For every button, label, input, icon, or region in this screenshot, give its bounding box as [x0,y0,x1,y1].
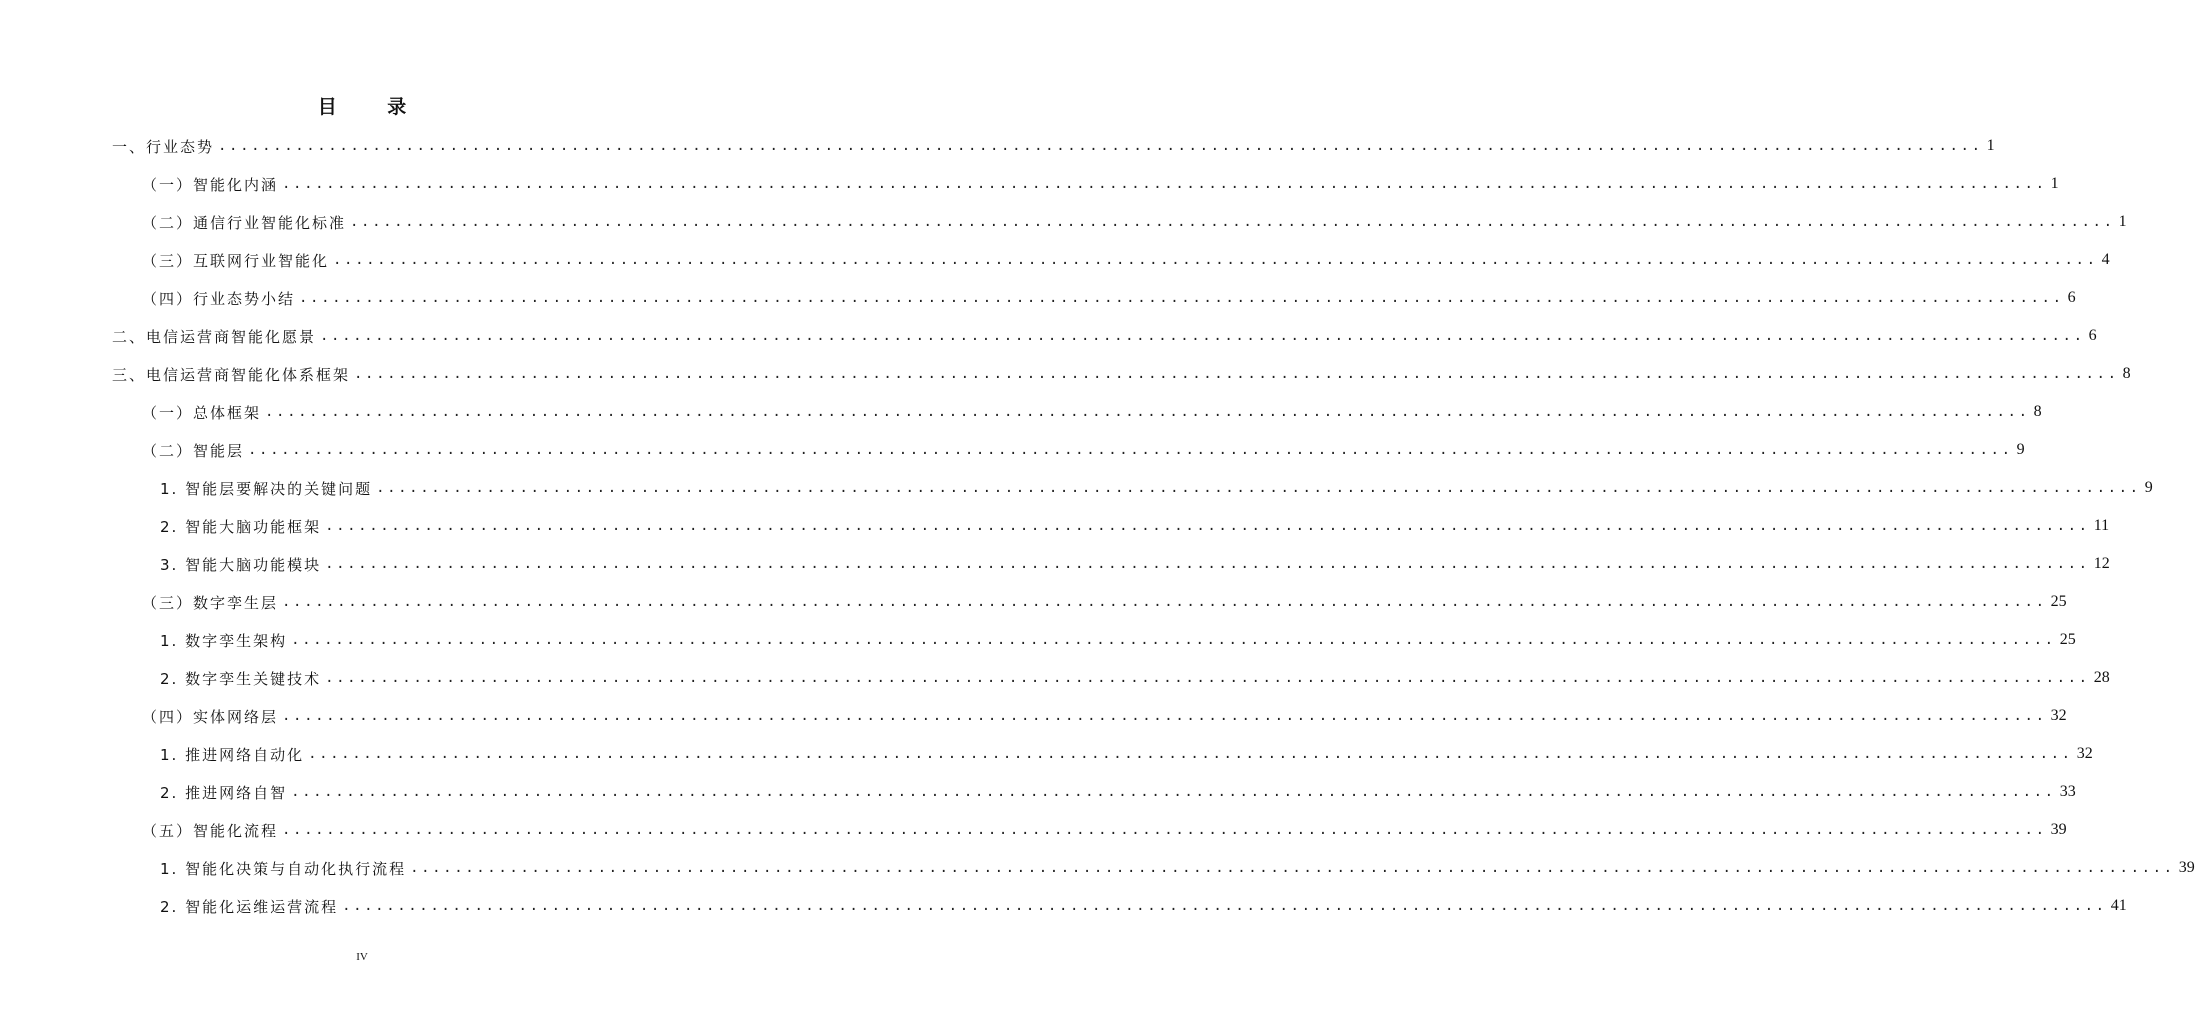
toc-entry-text: （三）互联网行业智能化 [142,251,330,270]
toc-entry[interactable] [160,628,2076,652]
toc-entry-text: 1. 数字孪生架构 [160,631,288,650]
toc-entry[interactable] [142,248,2110,272]
toc-entry-page-number: 39 [2050,821,2067,838]
toc-entry[interactable] [160,476,2153,500]
toc-entry-text: 一、行业态势 [112,137,215,156]
toc-dot-leader: ................................................................................................................................................................ [291,632,2056,648]
toc-entry-page-number: 8 [2122,365,2131,382]
toc-entry-page-number: 12 [2093,555,2110,572]
toc-entry[interactable] [160,552,2110,576]
toc-entry-page-number: 6 [2088,327,2097,344]
toc-dot-leader: ................................................................................................................................................................ [282,822,2047,838]
toc-dot-leader: ................................................................................................................................................................ [282,176,2047,192]
toc-entry-page-number: 39 [2178,859,2195,876]
toc-entry-text: 1. 推进网络自动化 [160,745,305,764]
toc-entry-text: 1. 智能化决策与自动化执行流程 [160,859,407,878]
toc-entry-page-number: 4 [2101,251,2110,268]
toc-entry-page-number: 25 [2050,593,2067,610]
toc-entry-text: （二）智能层 [142,441,245,460]
toc-dot-leader: ................................................................................................................................................................ [291,784,2056,800]
toc-entry[interactable] [160,780,2076,804]
toc-entry[interactable] [160,856,2195,880]
toc-entry-page-number: 28 [2093,669,2110,686]
toc-dot-leader: ................................................................................................................................................................ [248,442,2013,458]
toc-entry-text: 2. 智能化运维运营流程 [160,897,339,916]
toc-dot-leader: ................................................................................................................................................................ [320,328,2085,344]
toc-entry[interactable] [160,666,2110,690]
toc-entry[interactable] [142,210,2127,234]
toc-entry-page-number: 9 [2144,479,2153,496]
toc-entry[interactable] [142,438,2025,462]
toc-entry[interactable] [142,590,2067,614]
toc-entry-text: 3. 智能大脑功能模块 [160,555,322,574]
toc-dot-leader: ................................................................................................................................................................ [265,404,2030,420]
toc-entry[interactable] [142,704,2067,728]
toc-entry-page-number: 1 [1986,137,1995,154]
toc-entry[interactable] [160,742,2093,766]
toc-entry-page-number: 25 [2059,631,2076,648]
toc-entry-page-number: 6 [2067,289,2076,306]
toc-entry-page-number: 41 [2110,897,2127,914]
toc-entry-text: （三）数字孪生层 [142,593,279,612]
toc-entry-text: 2. 推进网络自智 [160,783,288,802]
toc-entry-text: （一）总体框架 [142,403,262,422]
toc-entry-text: （四）实体网络层 [142,707,279,726]
toc-dot-leader: ................................................................................................................................................................ [299,290,2064,306]
toc-entry[interactable] [112,134,1995,158]
toc-entry[interactable] [142,400,2042,424]
toc-entry-page-number: 32 [2050,707,2067,724]
toc-dot-leader: ................................................................................................................................................................ [325,670,2090,686]
toc-dot-leader: ................................................................................................................................................................ [376,480,2141,496]
toc-dot-leader: ................................................................................................................................................................ [410,860,2175,876]
toc-entry-text: 1. 智能层要解决的关键问题 [160,479,373,498]
toc-dot-leader: ................................................................................................................................................................ [333,252,2098,268]
toc-entry[interactable] [112,362,2131,386]
toc-dot-leader: ................................................................................................................................................................ [282,594,2047,610]
toc-dot-leader: ................................................................................................................................................................ [325,518,2090,534]
toc-entry-page-number: 1 [2118,213,2127,230]
toc-entry-text: 三、电信运营商智能化体系框架 [112,365,351,384]
toc-entry-page-number: 11 [2093,517,2110,534]
toc-entry[interactable] [142,286,2076,310]
toc-dot-leader: ................................................................................................................................................................ [218,138,1983,154]
toc-entry-page-number: 1 [2050,175,2059,192]
toc-entry-text: （二）通信行业智能化标准 [142,213,347,232]
toc-dot-leader: ................................................................................................................................................................ [354,366,2119,382]
toc-dot-leader: ................................................................................................................................................................ [282,708,2047,724]
toc-entry[interactable] [160,894,2127,918]
toc-entry-text: （五）智能化流程 [142,821,279,840]
toc-dot-leader: ................................................................................................................................................................ [325,556,2090,572]
toc-entry-page-number: 33 [2059,783,2076,800]
toc-entry-page-number: 8 [2033,403,2042,420]
toc-entry[interactable] [142,818,2067,842]
toc-entry-page-number: 32 [2076,745,2093,762]
toc-entry-text: 2. 数字孪生关键技术 [160,669,322,688]
toc-entry-text: （一）智能化内涵 [142,175,279,194]
toc-entry[interactable] [112,324,2097,348]
toc-dot-leader: ................................................................................................................................................................ [308,746,2073,762]
toc-entry[interactable] [160,514,2110,538]
toc-title: 目 录 [317,96,429,118]
toc-entry-page-number: 9 [2016,441,2025,458]
toc-entry-text: 2. 智能大脑功能框架 [160,517,322,536]
toc-entry[interactable] [142,172,2059,196]
toc-entry-text: （四）行业态势小结 [142,289,296,308]
toc-dot-leader: ................................................................................................................................................................ [350,214,2115,230]
toc-entry-text: 二、电信运营商智能化愿景 [112,327,317,346]
footer-page-number: IV [356,951,368,963]
toc-dot-leader: ................................................................................................................................................................ [342,898,2107,914]
